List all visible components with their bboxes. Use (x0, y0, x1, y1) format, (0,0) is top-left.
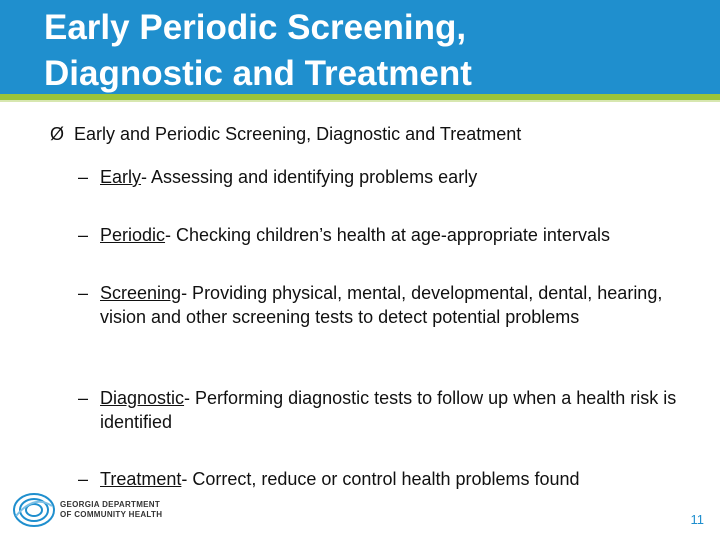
list-item-early (78, 165, 678, 189)
dash-marker: – (78, 388, 89, 408)
dash-marker: – (78, 469, 89, 489)
list-item-treatment (78, 467, 678, 491)
list-item-diagnostic (78, 386, 678, 434)
term-treatment: Treatment (100, 469, 182, 489)
list-item-periodic (78, 223, 678, 247)
main-bullet (50, 124, 521, 145)
dash-marker: – (78, 225, 89, 245)
slide-title-line-2: Diagnostic and Treatment (44, 54, 472, 93)
arrow-bullet-icon: Ø (50, 124, 65, 144)
page-number: 11 (690, 512, 704, 527)
accent-bar-light (0, 100, 720, 102)
dash-marker: – (78, 283, 89, 303)
logo-line-1: GEORGIA DEPARTMENT (60, 500, 161, 509)
desc-periodic: - Checking children’s health at age-appropriate intervals (165, 225, 610, 245)
list-item-screening (78, 281, 678, 329)
main-bullet-text: Early and Periodic Screening, Diagnostic and Treatment (74, 124, 522, 144)
term-early: Early (100, 167, 142, 187)
desc-early: - Assessing and identifying problems early (141, 167, 478, 187)
slide-title-line-1: Early Periodic Screening, (44, 8, 467, 47)
dash-marker: – (78, 167, 89, 187)
term-periodic: Periodic (100, 225, 166, 245)
logo-text (60, 500, 162, 520)
logo-line-2: OF COMMUNITY HEALTH (60, 510, 163, 519)
desc-diagnostic: - Performing diagnostic tests to follow up when a health risk is identified (100, 388, 677, 432)
globe-swirl-icon (14, 494, 54, 526)
desc-screening: - Providing physical, mental, developmental, dental, hearing, vision and other screening tests to detect potential problems (100, 283, 663, 327)
term-screening: Screening (100, 283, 182, 303)
desc-treatment: - Correct, reduce or control health problems found (181, 469, 580, 489)
term-diagnostic: Diagnostic (100, 388, 185, 408)
